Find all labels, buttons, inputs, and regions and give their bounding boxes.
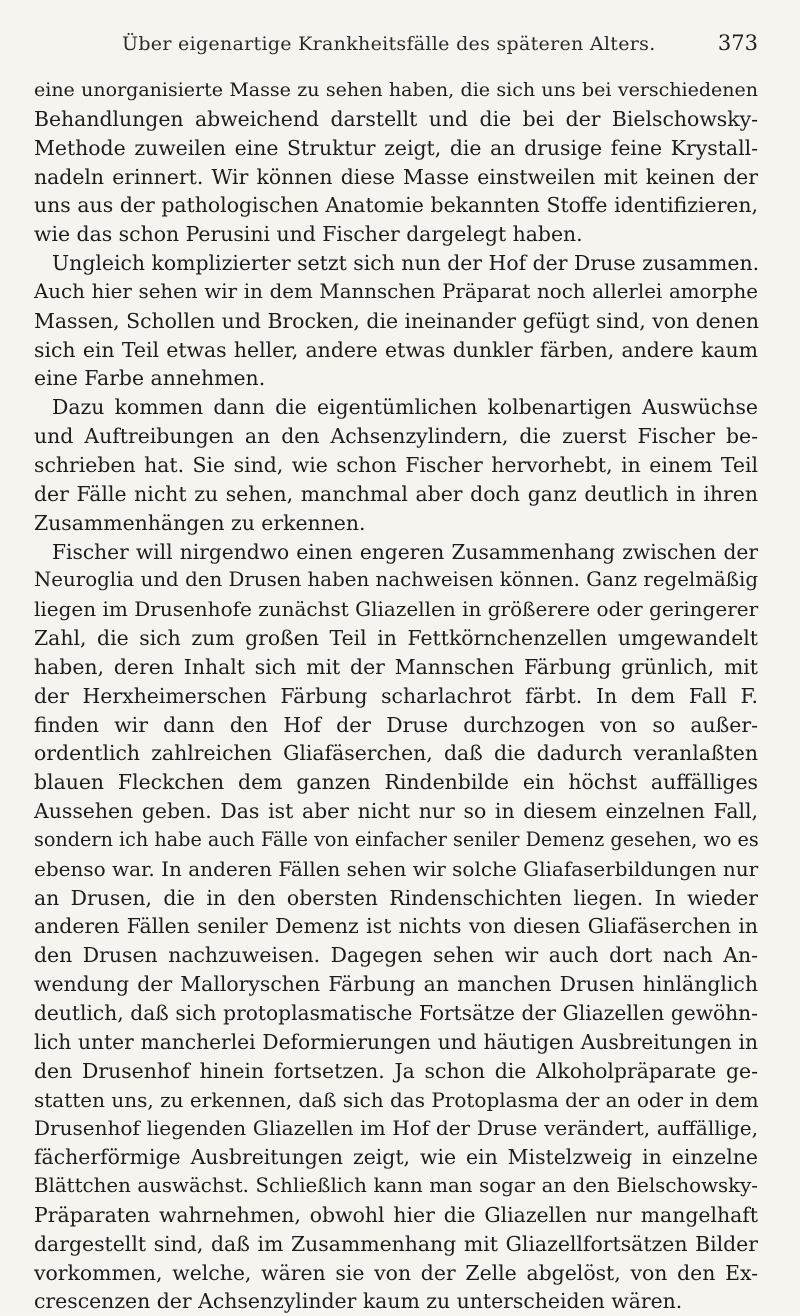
text-line: vorkommen, welche, wären sie von der Zelle abgelöst, von den Ex- bbox=[34, 1260, 758, 1285]
text-line: Drusenhof liegenden Gliazellen im Hof der Druse verändert, auffällige, bbox=[34, 1116, 758, 1141]
text-line: sich ein Teil etwas heller, andere etwas dunkler färben, andere kaum bbox=[34, 337, 758, 362]
text-line: sondern ich habe auch Fälle von einfacher seniler Demenz gesehen, wo es bbox=[34, 827, 759, 851]
text-line: Methode zuweilen eine Struktur zeigt, die an drusige feine Krystall- bbox=[34, 135, 758, 160]
text-line: Zahl, die sich zum großen Teil in Fettkörnchenzellen umgewandelt bbox=[34, 626, 758, 651]
page-header bbox=[34, 28, 758, 68]
text-line: Dazu kommen dann die eigentümlichen kolbenartigen Auswüchse bbox=[52, 395, 758, 420]
text-line: lich unter mancherlei Deformierungen und häutigen Ausbreitungen in bbox=[34, 1029, 758, 1054]
text-line: an Drusen, die in den obersten Rindenschichten liegen. In wieder bbox=[34, 885, 758, 910]
text-line: crescenzen der Achsenzylinder kaum zu unterscheiden wären. bbox=[34, 1289, 683, 1314]
text-line: Fischer will nirgendwo einen engeren Zusammenhang zwischen der bbox=[52, 539, 758, 564]
text-line: fächerförmige Ausbreitungen zeigt, wie ein Mistelzweig in einzelne bbox=[34, 1145, 758, 1170]
text-line: Behandlungen abweichend darstellt und die bei der Bielschowsky- bbox=[34, 106, 758, 131]
text-line: der Herxheimerschen Färbung scharlachrot färbt. In dem Fall F. bbox=[34, 683, 758, 708]
text-line: ordentlich zahlreichen Gliafäserchen, daß die dadurch veranlaßten bbox=[34, 741, 758, 766]
text-line: wie das schon Perusini und Fischer dargelegt haben. bbox=[34, 222, 583, 247]
text-line: den Drusen nachzuweisen. Dagegen sehen wir auch dort nach An- bbox=[34, 943, 758, 968]
page-number: 373 bbox=[717, 31, 758, 55]
text-line: Blättchen auswächst. Schließlich kann man sogar an den Bielschowsky- bbox=[34, 1174, 758, 1198]
text-line: und Auftreibungen an den Achsenzylindern, die zuerst Fischer be- bbox=[34, 424, 758, 449]
text-line: Präparaten wahrnehmen, obwohl hier die Gliazellen nur mangelhaft bbox=[34, 1202, 758, 1227]
text-line: haben, deren Inhalt sich mit der Mannschen Färbung grünlich, mit bbox=[34, 654, 758, 679]
body-text bbox=[34, 76, 758, 1316]
text-line: liegen im Drusenhofe zunächst Gliazellen in größerere oder geringerer bbox=[34, 597, 759, 622]
text-line: Ungleich komplizierter setzt sich nun der Hof der Druse zusammen. bbox=[52, 251, 760, 276]
text-line: statten uns, zu erkennen, daß sich das Protoplasma der an oder in dem bbox=[34, 1087, 759, 1112]
text-line: den Drusenhof hinein fortsetzen. Ja schon die Alkoholpräparate ge- bbox=[34, 1058, 758, 1083]
text-line: eine Farbe annehmen. bbox=[34, 366, 266, 391]
text-line: ebenso war. In anderen Fällen sehen wir solche Gliafaserbildungen nur bbox=[34, 856, 759, 881]
text-line: blauen Fleckchen dem ganzen Rindenbilde ein höchst auffälliges bbox=[34, 770, 758, 795]
text-line: finden wir dann den Hof der Druse durchzogen von so außer- bbox=[34, 712, 758, 737]
text-line: Zusammenhängen zu erkennen. bbox=[34, 510, 366, 535]
text-line: deutlich, daß sich protoplasmatische Fortsätze der Gliazellen gewöhn- bbox=[34, 1001, 758, 1025]
text-line: nadeln erinnert. Wir können diese Masse einstweilen mit keinen der bbox=[34, 164, 758, 189]
text-line: uns aus der pathologischen Anatomie bekannten Stoffe identifizieren, bbox=[34, 193, 758, 218]
text-line: Massen, Schollen und Brocken, die ineinander gefügt sind, von denen bbox=[34, 308, 760, 333]
text-line: dargestellt sind, daß im Zusammenhang mit Gliazellfortsätzen Bilder bbox=[34, 1231, 758, 1256]
text-line: schrieben hat. Sie sind, wie schon Fischer hervorhebt, in einem Teil bbox=[34, 452, 758, 477]
text-line: Aussehen geben. Das ist aber nicht nur so in diesem einzelnen Fall, bbox=[34, 799, 758, 824]
text-line: Neuroglia und den Drusen haben nachweisen können. Ganz regelmäßig bbox=[34, 568, 758, 592]
text-line: der Fälle nicht zu sehen, manchmal aber doch ganz deutlich in ihren bbox=[34, 481, 758, 506]
text-line: wendung der Malloryschen Färbung an manchen Drusen hinlänglich bbox=[34, 972, 758, 997]
running-title: Über eigenartige Krankheitsfälle des späteren Alters. bbox=[122, 33, 656, 55]
text-line: eine unorganisierte Masse zu sehen haben, die sich uns bei verschiedenen bbox=[34, 79, 758, 101]
text-line: anderen Fällen seniler Demenz ist nichts von diesen Gliafäserchen in bbox=[34, 914, 758, 939]
text-line: Auch hier sehen wir in dem Mannschen Präparat noch allerlei amorphe bbox=[34, 279, 758, 303]
